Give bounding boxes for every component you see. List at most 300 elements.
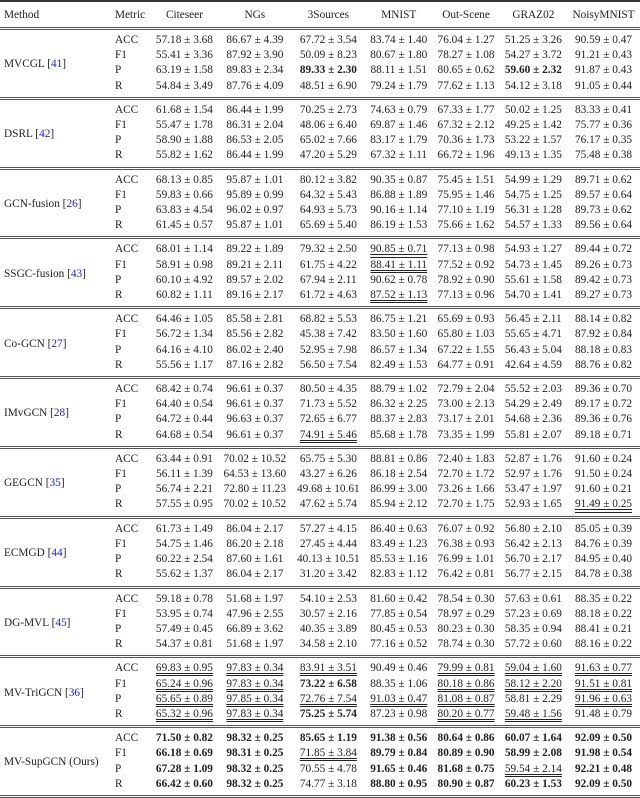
value-cell xyxy=(151,168,218,188)
value-cell xyxy=(292,777,366,797)
value-text: 71.85 ± 3.84 xyxy=(299,747,357,760)
metric-label: ACC xyxy=(114,383,139,396)
value-cell xyxy=(292,79,366,99)
value-cell xyxy=(432,412,499,427)
value-cell xyxy=(292,467,366,482)
value-text: 91.96 ± 0.63 xyxy=(574,692,633,705)
value-cell xyxy=(151,327,218,342)
value-cell xyxy=(292,567,366,587)
citation-link[interactable]: 26 xyxy=(66,197,78,210)
value-text: 61.68 ± 1.54 xyxy=(155,103,213,116)
value-cell xyxy=(218,692,292,707)
metric-label: P xyxy=(114,343,122,356)
citation-link[interactable]: 36 xyxy=(68,686,81,699)
value-cell xyxy=(292,343,366,358)
value-cell xyxy=(292,447,366,467)
value-cell xyxy=(218,622,292,637)
value-cell xyxy=(151,552,218,567)
value-cell xyxy=(151,777,218,797)
value-cell xyxy=(218,552,292,567)
value-text: 57.27 ± 4.15 xyxy=(299,522,357,535)
value-text: 89.79 ± 0.84 xyxy=(370,747,428,760)
value-cell xyxy=(500,29,567,49)
value-cell xyxy=(500,467,567,482)
metric-label: R xyxy=(114,498,123,511)
method-name: DSRL xyxy=(4,128,33,141)
citation-link[interactable]: 44 xyxy=(51,546,63,559)
value-cell xyxy=(500,397,567,412)
value-cell xyxy=(218,777,292,797)
value-cell xyxy=(151,482,218,497)
method-name: Co-GCN xyxy=(4,337,45,350)
value-text: 72.70 ± 1.75 xyxy=(437,498,495,511)
value-text: 55.52 ± 2.03 xyxy=(504,383,562,396)
metric-label: R xyxy=(114,358,123,371)
value-text: 69.83 ± 0.95 xyxy=(155,662,213,675)
value-cell xyxy=(218,727,292,747)
value-text: 58.35 ± 0.94 xyxy=(504,622,562,635)
value-text: 56.43 ± 5.04 xyxy=(504,343,562,356)
value-text: 55.56 ± 1.17 xyxy=(155,358,213,371)
value-cell xyxy=(218,497,292,517)
value-text: 67.94 ± 2.11 xyxy=(300,273,357,286)
value-cell xyxy=(365,657,432,677)
method-group xyxy=(0,447,640,517)
value-cell xyxy=(292,118,366,133)
method-name-cell: GEGCN [35] xyxy=(4,477,65,490)
method-group xyxy=(0,238,640,308)
value-cell xyxy=(151,762,218,777)
citation-link[interactable]: 41 xyxy=(50,58,63,71)
method-name: MV-SupGCN (Ours) xyxy=(4,756,99,769)
value-text: 55.82 ± 1.62 xyxy=(155,149,213,162)
value-cell xyxy=(567,118,640,133)
value-text: 91.98 ± 0.54 xyxy=(574,747,633,760)
metric-label: P xyxy=(114,553,122,566)
value-cell xyxy=(432,327,499,342)
value-cell xyxy=(365,497,432,517)
value-text: 57.49 ± 0.45 xyxy=(155,622,213,635)
value-cell xyxy=(432,727,499,747)
value-cell xyxy=(432,467,499,482)
value-text: 97.83 ± 0.34 xyxy=(226,677,284,690)
metric-label: F1 xyxy=(114,49,127,62)
value-text: 80.20 ± 0.77 xyxy=(437,707,495,720)
method-name-cell: DG-MVL [45] xyxy=(4,616,71,629)
method-name-cell: MVCGL [41] xyxy=(4,58,67,71)
value-text: 54.75 ± 1.25 xyxy=(504,188,562,201)
value-cell xyxy=(218,397,292,412)
value-cell xyxy=(151,79,218,99)
value-text: 60.10 ± 4.92 xyxy=(155,273,213,286)
value-text: 80.50 ± 4.35 xyxy=(299,383,357,396)
value-text: 84.95 ± 0.40 xyxy=(574,553,633,566)
value-cell xyxy=(567,343,640,358)
value-cell xyxy=(292,428,366,448)
header-row xyxy=(0,1,640,29)
value-cell xyxy=(292,29,366,49)
value-text: 55.41 ± 3.36 xyxy=(155,49,213,62)
value-cell xyxy=(432,707,499,727)
value-text: 56.80 ± 2.10 xyxy=(504,522,562,535)
value-text: 89.27 ± 0.73 xyxy=(574,289,633,302)
metric-label: ACC xyxy=(114,243,139,256)
value-text: 87.52 ± 1.13 xyxy=(370,289,428,302)
value-text: 54.29 ± 2.49 xyxy=(504,398,562,411)
value-text: 75.95 ± 1.46 xyxy=(437,188,495,201)
value-cell xyxy=(432,273,499,288)
value-cell xyxy=(432,168,499,188)
value-cell xyxy=(567,273,640,288)
value-text: 91.48 ± 0.79 xyxy=(574,707,633,720)
value-text: 96.61 ± 0.37 xyxy=(226,428,284,441)
value-cell xyxy=(151,587,218,607)
value-text: 86.57 ± 1.34 xyxy=(370,343,428,356)
metric-label: ACC xyxy=(114,173,139,186)
value-text: 77.16 ± 0.52 xyxy=(370,638,428,651)
value-cell xyxy=(151,622,218,637)
value-cell xyxy=(292,412,366,427)
citation-link[interactable]: 43 xyxy=(70,267,83,280)
value-cell xyxy=(567,497,640,517)
value-cell xyxy=(365,98,432,118)
value-cell xyxy=(292,552,366,567)
value-text: 53.22 ± 1.57 xyxy=(504,134,562,147)
method-group xyxy=(0,727,640,797)
value-cell xyxy=(292,218,366,238)
value-text: 40.35 ± 3.89 xyxy=(299,622,357,635)
value-cell xyxy=(151,746,218,761)
value-cell xyxy=(567,48,640,63)
value-text: 58.12 ± 2.20 xyxy=(504,677,562,690)
header-ngs: NGs xyxy=(218,1,292,29)
value-text: 96.02 ± 0.97 xyxy=(226,204,284,217)
value-text: 89.33 ± 2.30 xyxy=(299,64,357,77)
method-group xyxy=(0,308,640,378)
value-cell xyxy=(151,677,218,692)
value-cell xyxy=(292,537,366,552)
value-cell xyxy=(365,48,432,63)
value-cell xyxy=(218,677,292,692)
value-text: 98.32 ± 0.25 xyxy=(226,777,284,790)
value-cell xyxy=(151,203,218,218)
value-text: 87.16 ± 2.82 xyxy=(226,358,284,371)
value-text: 55.47 ± 1.78 xyxy=(155,119,213,132)
value-cell xyxy=(432,148,499,168)
metric-label: F1 xyxy=(114,468,127,481)
value-text: 81.68 ± 0.75 xyxy=(437,762,495,775)
value-text: 73.26 ± 1.66 xyxy=(437,483,495,496)
value-cell xyxy=(292,607,366,622)
table-row xyxy=(0,168,640,188)
value-text: 92.09 ± 0.50 xyxy=(574,777,633,790)
value-cell xyxy=(292,288,366,308)
value-text: 56.42 ± 2.13 xyxy=(504,537,562,550)
value-text: 72.40 ± 1.83 xyxy=(437,452,495,465)
value-text: 77.10 ± 1.19 xyxy=(437,204,495,217)
metric-label: P xyxy=(114,273,122,286)
value-text: 55.81 ± 2.07 xyxy=(504,428,562,441)
value-text: 90.62 ± 0.78 xyxy=(370,273,428,286)
value-cell xyxy=(567,358,640,378)
value-text: 71.50 ± 0.82 xyxy=(155,732,213,745)
value-text: 88.79 ± 1.02 xyxy=(370,383,428,396)
value-text: 89.26 ± 0.73 xyxy=(574,258,633,271)
value-text: 73.00 ± 2.13 xyxy=(437,398,495,411)
value-cell xyxy=(567,98,640,118)
value-cell xyxy=(218,358,292,378)
value-text: 88.18 ± 0.83 xyxy=(574,343,633,356)
value-cell xyxy=(500,622,567,637)
method-name: SSGC-fusion xyxy=(4,267,65,280)
value-text: 75.25 ± 5.74 xyxy=(299,707,357,720)
value-cell xyxy=(365,587,432,607)
table-row xyxy=(0,587,640,607)
value-text: 64.77 ± 0.91 xyxy=(437,358,495,371)
value-text: 75.48 ± 0.38 xyxy=(574,149,633,162)
value-text: 67.32 ± 2.12 xyxy=(437,119,495,132)
value-text: 91.63 ± 0.77 xyxy=(574,662,633,675)
value-text: 98.32 ± 0.25 xyxy=(226,732,284,745)
table-row xyxy=(0,29,640,49)
value-text: 74.77 ± 3.18 xyxy=(299,777,357,790)
metric-label: R xyxy=(114,638,123,651)
value-cell xyxy=(365,467,432,482)
value-cell xyxy=(432,497,499,517)
value-text: 74.63 ± 0.79 xyxy=(370,103,428,116)
value-text: 85.53 ± 1.16 xyxy=(370,553,428,566)
value-text: 65.02 ± 7.66 xyxy=(299,134,357,147)
value-text: 63.83 ± 4.54 xyxy=(155,204,213,217)
value-text: 67.33 ± 1.77 xyxy=(437,103,495,116)
value-text: 96.63 ± 0.37 xyxy=(226,413,284,426)
value-text: 89.36 ± 0.70 xyxy=(574,383,633,396)
method-name: GEGCN xyxy=(4,477,43,490)
value-cell xyxy=(500,637,567,657)
value-text: 90.85 ± 0.71 xyxy=(370,243,428,256)
value-cell xyxy=(151,258,218,273)
value-text: 72.65 ± 6.77 xyxy=(299,413,357,426)
value-text: 76.17 ± 0.35 xyxy=(574,134,633,147)
value-text: 86.20 ± 2.18 xyxy=(226,537,284,550)
metric-label: ACC xyxy=(114,592,139,605)
value-text: 51.68 ± 1.97 xyxy=(226,638,284,651)
value-cell xyxy=(218,537,292,552)
value-cell xyxy=(432,308,499,328)
header-metric: Metric xyxy=(111,1,151,29)
value-text: 55.65 ± 4.71 xyxy=(504,328,562,341)
value-cell xyxy=(365,607,432,622)
value-cell xyxy=(218,587,292,607)
value-text: 86.88 ± 1.89 xyxy=(370,188,428,201)
value-text: 89.42 ± 0.73 xyxy=(574,273,633,286)
value-text: 77.62 ± 1.13 xyxy=(437,79,495,92)
value-cell xyxy=(365,188,432,203)
value-text: 57.18 ± 3.68 xyxy=(155,34,213,46)
metric-label: F1 xyxy=(114,537,127,550)
value-cell xyxy=(432,258,499,273)
value-text: 86.19 ± 1.53 xyxy=(370,219,428,232)
value-cell xyxy=(151,48,218,63)
value-cell xyxy=(567,517,640,537)
value-cell xyxy=(151,657,218,677)
value-cell xyxy=(500,258,567,273)
value-cell xyxy=(432,29,499,49)
value-text: 66.18 ± 0.69 xyxy=(155,747,213,760)
value-text: 78.27 ± 1.08 xyxy=(437,49,495,62)
value-cell xyxy=(432,48,499,63)
value-cell xyxy=(567,428,640,448)
table-row xyxy=(0,657,640,677)
value-text: 51.68 ± 1.97 xyxy=(226,592,284,605)
citation-link[interactable]: 42 xyxy=(39,128,51,141)
value-text: 54.10 ± 2.53 xyxy=(299,592,357,605)
value-cell xyxy=(500,203,567,218)
value-cell xyxy=(151,707,218,727)
value-cell xyxy=(218,762,292,777)
value-cell xyxy=(567,777,640,797)
value-text: 68.82 ± 5.53 xyxy=(299,313,357,326)
value-text: 91.51 ± 0.81 xyxy=(574,677,633,690)
value-cell xyxy=(365,343,432,358)
value-cell xyxy=(432,238,499,258)
value-text: 83.74 ± 1.40 xyxy=(370,34,428,46)
value-cell xyxy=(432,746,499,761)
value-text: 88.41 ± 1.11 xyxy=(370,258,428,271)
value-text: 96.61 ± 0.37 xyxy=(226,383,284,396)
value-cell xyxy=(218,48,292,63)
value-cell xyxy=(432,552,499,567)
method-name: DG-MVL xyxy=(4,616,49,629)
value-cell xyxy=(151,692,218,707)
citation-link[interactable]: 28 xyxy=(53,407,66,420)
value-cell xyxy=(432,218,499,238)
value-cell xyxy=(500,133,567,148)
citation-link[interactable]: 45 xyxy=(55,616,67,629)
value-text: 89.22 ± 1.89 xyxy=(226,243,284,256)
value-cell xyxy=(292,482,366,497)
value-cell xyxy=(432,288,499,308)
value-cell xyxy=(365,168,432,188)
value-text: 91.03 ± 0.47 xyxy=(370,692,428,705)
value-cell xyxy=(567,133,640,148)
value-cell xyxy=(567,397,640,412)
value-text: 75.77 ± 0.36 xyxy=(574,119,633,132)
value-text: 84.78 ± 0.38 xyxy=(574,568,633,581)
value-text: 88.35 ± 0.22 xyxy=(574,592,633,605)
value-text: 59.48 ± 1.56 xyxy=(504,707,562,720)
value-text: 67.32 ± 1.11 xyxy=(370,149,428,162)
value-cell xyxy=(292,48,366,63)
value-cell xyxy=(567,327,640,342)
value-cell xyxy=(151,273,218,288)
value-cell xyxy=(151,447,218,467)
value-text: 50.02 ± 1.25 xyxy=(504,103,562,116)
value-cell xyxy=(500,692,567,707)
value-text: 30.57 ± 2.16 xyxy=(299,607,357,620)
value-text: 83.17 ± 1.79 xyxy=(370,134,428,147)
metric-label: ACC xyxy=(114,662,139,675)
value-text: 91.60 ± 0.24 xyxy=(574,452,633,465)
value-text: 86.44 ± 1.99 xyxy=(226,149,284,162)
value-cell xyxy=(500,168,567,188)
value-text: 89.57 ± 0.64 xyxy=(574,188,633,201)
value-text: 77.85 ± 0.54 xyxy=(370,607,428,620)
value-text: 49.25 ± 1.42 xyxy=(504,119,562,132)
value-text: 89.16 ± 2.17 xyxy=(226,289,284,302)
metric-label: R xyxy=(114,568,123,581)
value-cell xyxy=(432,567,499,587)
value-text: 49.13 ± 1.35 xyxy=(504,149,562,162)
value-text: 63.44 ± 0.91 xyxy=(155,452,213,465)
value-text: 73.35 ± 1.99 xyxy=(437,428,495,441)
value-cell xyxy=(500,567,567,587)
value-cell xyxy=(365,517,432,537)
value-text: 59.54 ± 2.14 xyxy=(504,762,562,775)
value-cell xyxy=(365,273,432,288)
value-text: 88.81 ± 0.86 xyxy=(370,452,428,465)
value-cell xyxy=(151,397,218,412)
value-text: 87.60 ± 1.61 xyxy=(226,553,284,566)
value-cell xyxy=(151,412,218,427)
value-cell xyxy=(218,29,292,49)
value-cell xyxy=(567,412,640,427)
value-text: 91.05 ± 0.44 xyxy=(574,79,633,92)
value-cell xyxy=(218,447,292,467)
citation-link[interactable]: 27 xyxy=(51,337,63,350)
value-text: 76.07 ± 0.92 xyxy=(437,522,495,535)
value-text: 53.95 ± 0.74 xyxy=(155,607,213,620)
value-cell xyxy=(292,378,366,398)
value-text: 82.49 ± 1.53 xyxy=(370,358,428,371)
value-cell xyxy=(292,707,366,727)
value-cell xyxy=(432,637,499,657)
value-text: 98.32 ± 0.25 xyxy=(226,762,284,775)
header-mnist: MNIST xyxy=(365,1,432,29)
value-text: 89.56 ± 0.64 xyxy=(574,219,633,232)
value-text: 55.61 ± 1.58 xyxy=(504,273,562,286)
value-text: 58.90 ± 1.88 xyxy=(155,134,213,147)
metric-label: R xyxy=(114,428,123,441)
value-cell xyxy=(365,428,432,448)
value-cell xyxy=(151,218,218,238)
value-text: 77.13 ± 0.96 xyxy=(437,289,495,302)
metric-label: ACC xyxy=(114,732,139,745)
table-row xyxy=(0,517,640,537)
value-text: 91.38 ± 0.56 xyxy=(370,732,428,745)
value-cell xyxy=(365,238,432,258)
metric-label: R xyxy=(114,707,123,720)
value-text: 54.75 ± 1.46 xyxy=(155,537,213,550)
value-cell xyxy=(151,98,218,118)
value-text: 90.59 ± 0.47 xyxy=(574,34,633,46)
value-text: 89.21 ± 2.11 xyxy=(226,258,284,271)
value-cell xyxy=(500,79,567,99)
citation-link[interactable]: 35 xyxy=(49,477,61,490)
value-text: 47.62 ± 5.74 xyxy=(299,498,357,511)
value-text: 92.09 ± 0.50 xyxy=(574,732,633,745)
value-text: 57.63 ± 0.61 xyxy=(504,592,562,605)
value-cell xyxy=(500,428,567,448)
value-text: 83.91 ± 3.51 xyxy=(299,662,357,675)
value-text: 64.16 ± 4.10 xyxy=(155,343,213,356)
value-text: 65.80 ± 1.03 xyxy=(437,328,495,341)
value-cell xyxy=(500,727,567,747)
header-method: Method xyxy=(0,1,111,29)
value-text: 49.68 ± 10.61 xyxy=(297,483,360,496)
value-cell xyxy=(567,188,640,203)
value-text: 88.11 ± 1.51 xyxy=(370,64,428,77)
